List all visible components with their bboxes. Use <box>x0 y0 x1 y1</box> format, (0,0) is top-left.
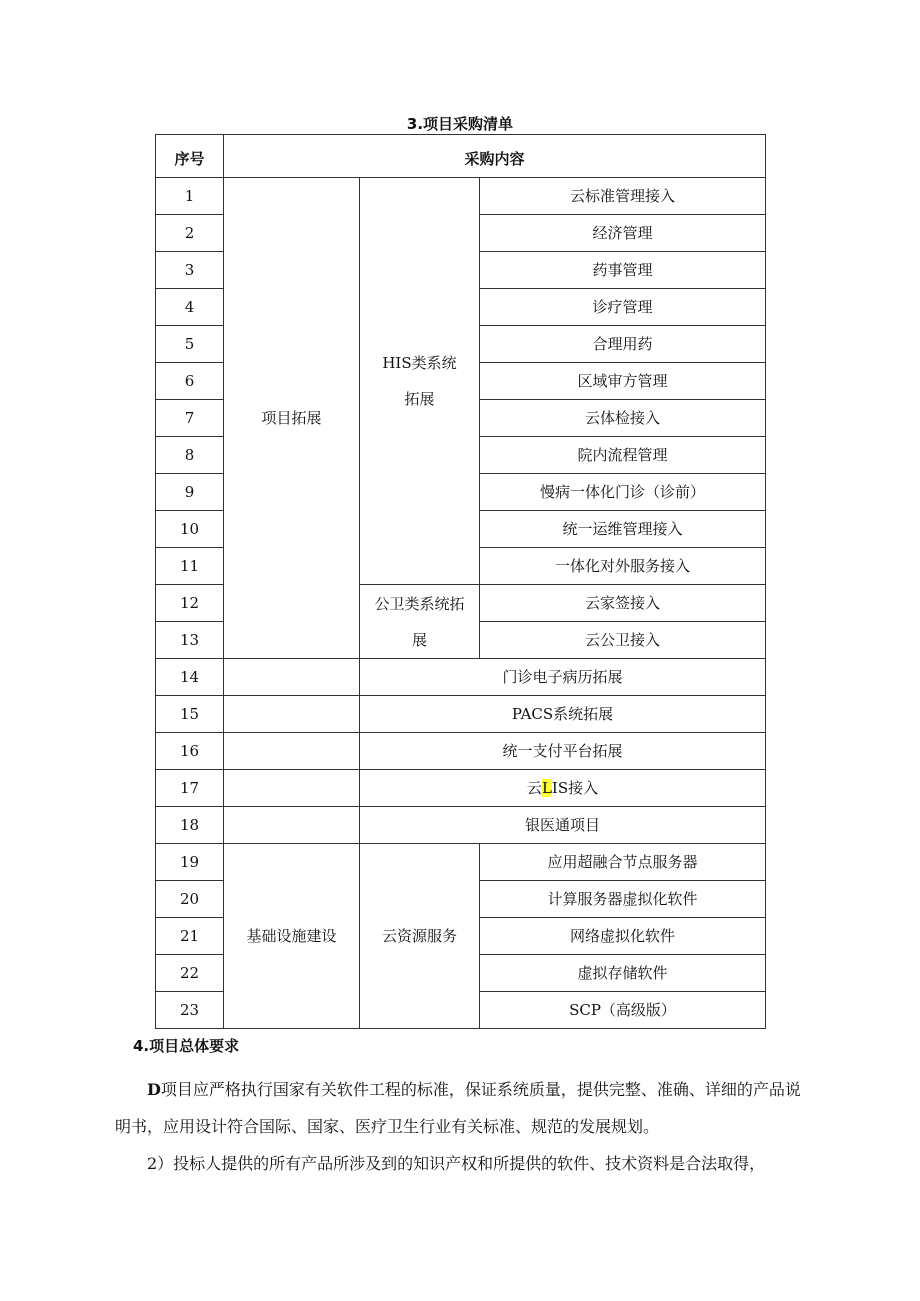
row-blank-category <box>224 696 360 733</box>
row-item: 一体化对外服务接入 <box>480 548 766 585</box>
row-number: 23 <box>156 992 224 1029</box>
row-item: 经济管理 <box>480 215 766 252</box>
row-number: 5 <box>156 326 224 363</box>
row-item: 云标准管理接入 <box>480 178 766 215</box>
subgroup-cloud-resource-service: 云资源服务 <box>360 844 480 1029</box>
row-item: PACS系统拓展 <box>360 696 766 733</box>
row-item: 区域审方管理 <box>480 363 766 400</box>
row-number: 10 <box>156 511 224 548</box>
row-item: 院内流程管理 <box>480 437 766 474</box>
table-row <box>156 696 766 733</box>
row-item: SCP（高级版） <box>480 992 766 1029</box>
table-row <box>156 733 766 770</box>
subgroup-his-line1: HIS类系统 <box>382 354 457 372</box>
row-number: 2 <box>156 215 224 252</box>
row-item: 虚拟存储软件 <box>480 955 766 992</box>
row-item: 慢病一体化门诊（诊前） <box>480 474 766 511</box>
subgroup-his-line2: 拓展 <box>404 390 435 408</box>
row-item: 云体检接入 <box>480 400 766 437</box>
row-number: 17 <box>156 770 224 807</box>
subgroup-public-health-line2: 展 <box>411 630 427 649</box>
row-item <box>360 770 766 807</box>
row-number: 7 <box>156 400 224 437</box>
section-title-general-requirements: 4.项目总体要求 <box>133 1037 240 1055</box>
row-number: 21 <box>156 918 224 955</box>
row-item: 统一运维管理接入 <box>480 511 766 548</box>
requirement-paragraph-1 <box>115 1071 805 1145</box>
row-number: 16 <box>156 733 224 770</box>
row-item: 诊疗管理 <box>480 289 766 326</box>
table-row <box>156 807 766 844</box>
header-procurement-content: 采购内容 <box>224 135 766 178</box>
row-item-prefix: 云 <box>526 779 542 797</box>
paragraph-1-text: 项目应严格执行国家有关软件工程的标准，保证系统质量，提供完整、准确、详细的产品说明书，应用设计符合国际、国家、医疗卫生行业有关标准、规范的发展规划。 <box>115 1080 801 1136</box>
table-row <box>156 770 766 807</box>
table-row <box>156 844 766 881</box>
subgroup-public-health-expansion <box>360 585 480 659</box>
row-number: 12 <box>156 585 224 622</box>
row-number: 11 <box>156 548 224 585</box>
group-infrastructure: 基础设施建设 <box>224 844 360 1029</box>
row-blank-category <box>224 659 360 696</box>
table-header-row <box>156 135 766 178</box>
row-number: 1 <box>156 178 224 215</box>
row-number: 18 <box>156 807 224 844</box>
row-item: 药事管理 <box>480 252 766 289</box>
row-number: 13 <box>156 622 224 659</box>
row-item: 门诊电子病历拓展 <box>360 659 766 696</box>
procurement-table <box>155 134 766 1029</box>
subgroup-public-health-line1: 公卫类系统拓 <box>374 594 465 613</box>
row-item: 合理用药 <box>480 326 766 363</box>
row-blank-category <box>224 807 360 844</box>
row-number: 19 <box>156 844 224 881</box>
row-item: 应用超融合节点服务器 <box>480 844 766 881</box>
row-item: 统一支付平台拓展 <box>360 733 766 770</box>
section-title-procurement-list: 3.项目采购清单 <box>406 115 514 133</box>
row-item: 银医通项目 <box>360 807 766 844</box>
requirement-paragraph-2: 2）投标人提供的所有产品所涉及到的知识产权和所提供的软件、技术资料是合法取得， <box>147 1154 766 1173</box>
header-serial-number: 序号 <box>156 135 224 178</box>
row-item: 云家签接入 <box>480 585 766 622</box>
row-number: 6 <box>156 363 224 400</box>
highlighted-text: L <box>541 779 552 797</box>
row-number: 22 <box>156 955 224 992</box>
row-number: 15 <box>156 696 224 733</box>
row-item: 云公卫接入 <box>480 622 766 659</box>
table-row <box>156 178 766 215</box>
row-number: 14 <box>156 659 224 696</box>
row-item-suffix: IS接入 <box>551 779 599 797</box>
row-number: 8 <box>156 437 224 474</box>
group-project-expansion: 项目拓展 <box>224 178 360 659</box>
subgroup-his-expansion <box>360 178 480 585</box>
table-row <box>156 659 766 696</box>
row-blank-category <box>224 770 360 807</box>
row-item: 网络虚拟化软件 <box>480 918 766 955</box>
row-number: 9 <box>156 474 224 511</box>
paragraph-marker: D <box>147 1080 161 1099</box>
row-number: 4 <box>156 289 224 326</box>
row-number: 3 <box>156 252 224 289</box>
row-number: 20 <box>156 881 224 918</box>
row-blank-category <box>224 733 360 770</box>
row-item: 计算服务器虚拟化软件 <box>480 881 766 918</box>
